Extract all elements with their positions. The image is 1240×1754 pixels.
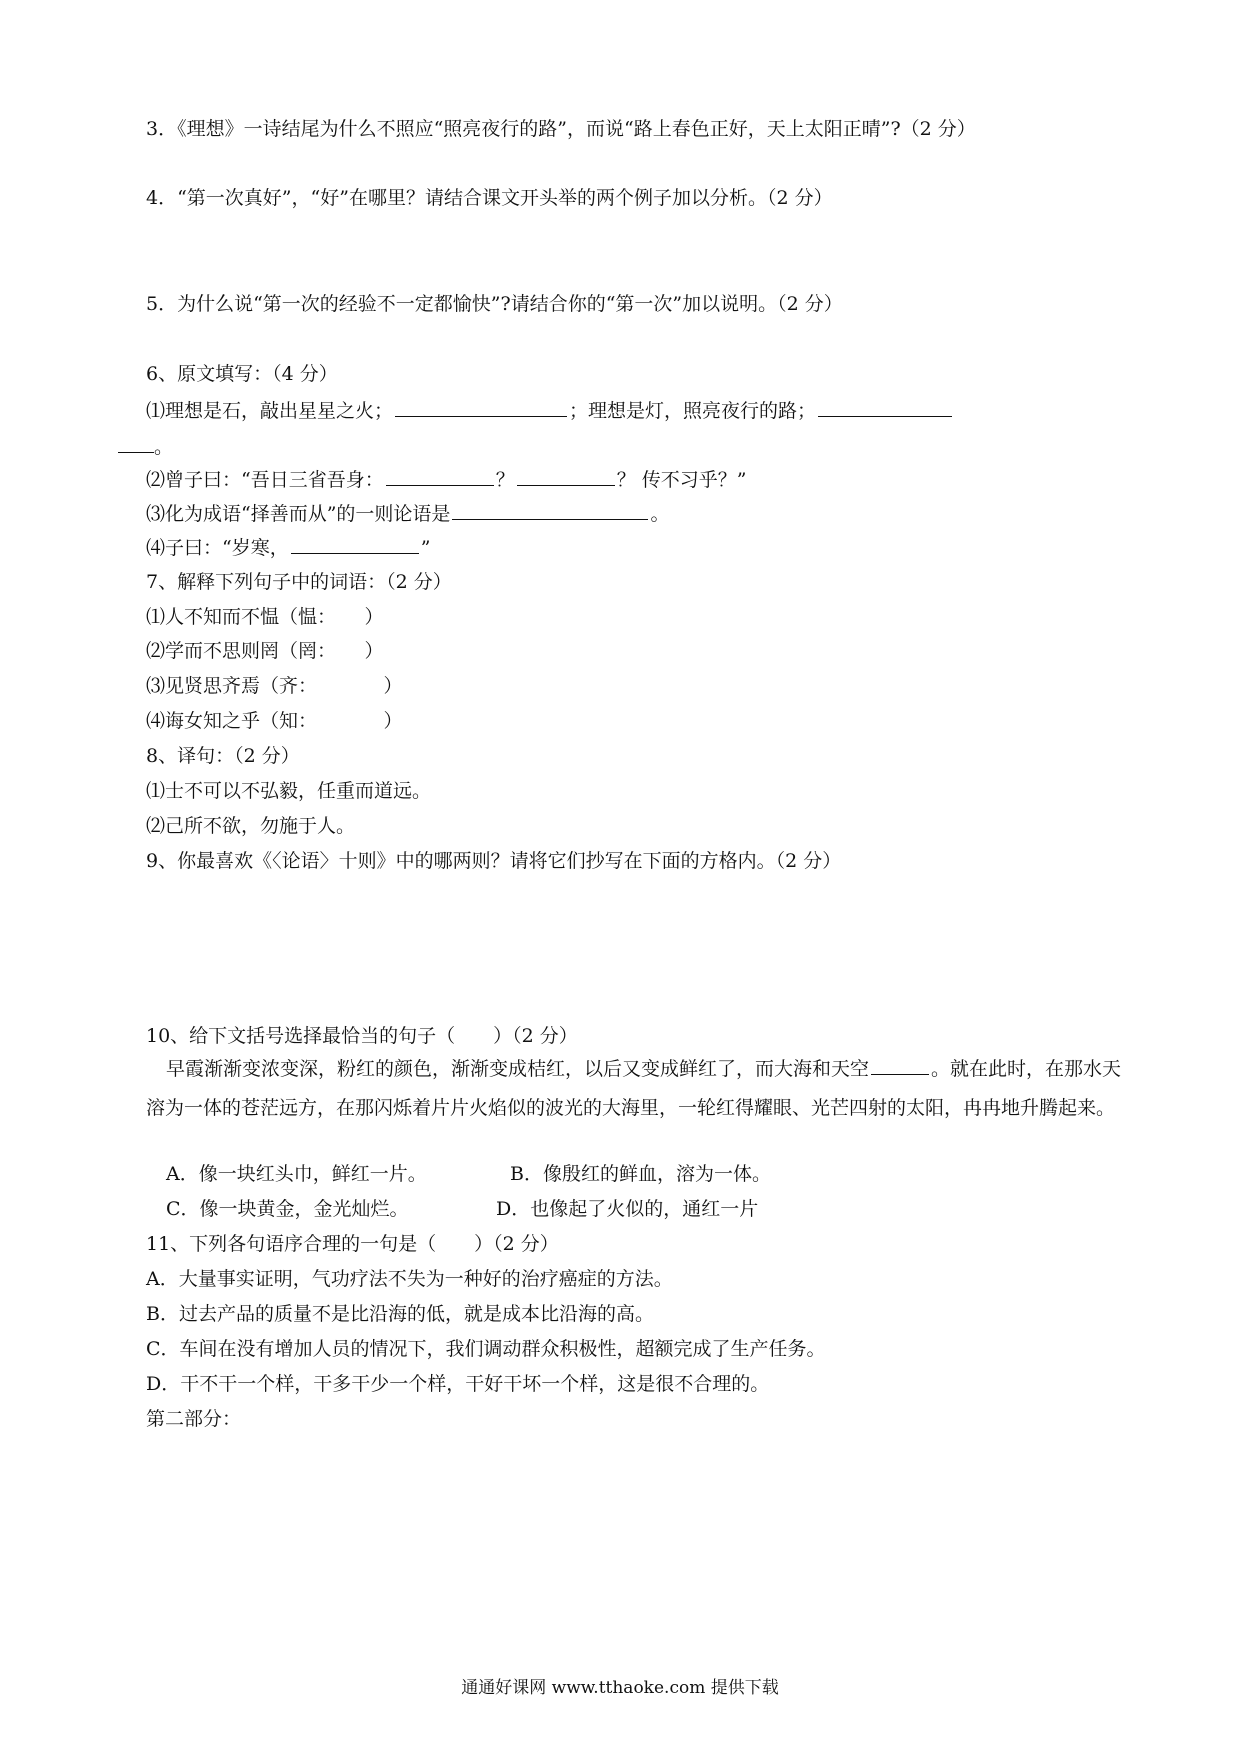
q6-item2-text-c: ？ 传不习乎？” bbox=[616, 469, 747, 491]
q10-passage-text-a: 早霞渐渐变浓变深，粉红的颜色，渐渐变成桔红，以后又变成鲜红了，而大海和天空 bbox=[166, 1058, 870, 1080]
question-5: 5．为什么说“第一次的经验不一定都愉快”?请结合你的“第一次”加以说明。（2 分） bbox=[146, 293, 843, 315]
question-3: 3．《理想》一诗结尾为什么不照应“照亮夜行的路”，而说“路上春色正好，天上太阳正晴”?（2 分） bbox=[146, 118, 976, 140]
question-7-title: 7、解释下列句子中的词语：（2 分） bbox=[146, 571, 452, 593]
question-10-passage bbox=[146, 1050, 1126, 1128]
q6-item1-end: 。 bbox=[154, 436, 174, 458]
q10-passage-blank[interactable] bbox=[871, 1056, 929, 1075]
q6-item2-text-b: ？ bbox=[495, 469, 515, 491]
question-4: 4．“第一次真好”，“好”在哪里？请结合课文开头举的两个例子加以分析。（2 分） bbox=[146, 187, 833, 209]
question-6-item-2 bbox=[146, 467, 747, 492]
question-6-item-3 bbox=[146, 501, 669, 526]
q6-item4-text-a: ⑷子曰：“岁寒， bbox=[146, 537, 289, 559]
question-10-title: 10、给下文括号选择最恰当的句子（ ）（2 分） bbox=[146, 1025, 578, 1047]
q6-item1-text-a: ⑴理想是石，敲出星星之火； bbox=[146, 400, 394, 422]
q6-item4-end: ” bbox=[420, 537, 431, 559]
question-10-option-d: D．也像起了火似的，通红一片 bbox=[496, 1198, 759, 1220]
page-footer: 通通好课网 www.tthaoke.com 提供下载 bbox=[461, 1678, 779, 1698]
question-8-title: 8、译句：（2 分） bbox=[146, 745, 300, 767]
q6-item3-text-a: ⑶化为成语“择善而从”的一则论语是 bbox=[146, 503, 451, 525]
q6-item1-blank-b[interactable] bbox=[818, 398, 952, 417]
question-9: 9、你最喜欢《〈论语〉十则》中的哪两则？请将它们抄写在下面的方格内。（2 分） bbox=[146, 850, 842, 872]
part-2-heading: 第二部分： bbox=[146, 1408, 242, 1430]
question-11-option: D．干不干一个样，干多干少一个样，干好干坏一个样，这是很不合理的。 bbox=[146, 1373, 770, 1395]
q6-item1-blank-c[interactable] bbox=[118, 434, 154, 453]
question-8-item: ⑴士不可以不弘毅，任重而道远。 bbox=[146, 780, 432, 802]
q10-passage-text-b: 。就在此时，在那水天溶为一体的苍茫远方，在那闪烁着片片火焰似的波光的大海里，一轮红得耀眼、光芒四射的太阳，冉冉地升腾起来。 bbox=[146, 1058, 1122, 1119]
question-10-option-b: B．像殷红的鲜血，溶为一体。 bbox=[510, 1163, 771, 1185]
question-11-option: A．大量事实证明，气功疗法不失为一种好的治疗癌症的方法。 bbox=[146, 1268, 673, 1290]
question-11-title: 11、下列各句语序合理的一句是（ ）（2 分） bbox=[146, 1233, 559, 1255]
q6-item1-blank-a[interactable] bbox=[395, 398, 567, 417]
question-6-title: 6、原文填写：（4 分） bbox=[146, 363, 338, 385]
question-6-item-1 bbox=[146, 398, 954, 423]
question-11-option: C．车间在没有增加人员的情况下，我们调动群众积极性，超额完成了生产任务。 bbox=[146, 1338, 826, 1360]
question-10-option-c: C．像一块黄金，金光灿烂。 bbox=[166, 1198, 409, 1220]
q6-item2-blank-a[interactable] bbox=[386, 467, 494, 486]
q6-item2-blank-b[interactable] bbox=[517, 467, 615, 486]
question-8-item: ⑵己所不欲，勿施于人。 bbox=[146, 815, 356, 837]
q6-item2-text-a: ⑵曾子曰：“吾日三省吾身： bbox=[146, 469, 384, 491]
q6-item1-text-b: ；理想是灯，照亮夜行的路； bbox=[569, 400, 817, 422]
question-10-option-a: A．像一块红头巾，鲜红一片。 bbox=[166, 1163, 427, 1185]
question-7-item: ⑴人不知而不愠（愠： ） bbox=[146, 606, 384, 628]
question-6-item-4 bbox=[146, 535, 430, 560]
question-7-item: ⑷诲女知之乎（知： ） bbox=[146, 710, 403, 732]
q6-item3-blank[interactable] bbox=[452, 501, 648, 520]
q6-item3-end: 。 bbox=[650, 503, 670, 525]
question-11-option: B．过去产品的质量不是比沿海的低，就是成本比沿海的高。 bbox=[146, 1303, 654, 1325]
q6-item4-blank[interactable] bbox=[291, 535, 419, 554]
question-6-item-1-continued bbox=[118, 434, 173, 459]
question-7-item: ⑵学而不思则罔（罔： ） bbox=[146, 640, 384, 662]
question-7-item: ⑶见贤思齐焉（齐： ） bbox=[146, 675, 403, 697]
